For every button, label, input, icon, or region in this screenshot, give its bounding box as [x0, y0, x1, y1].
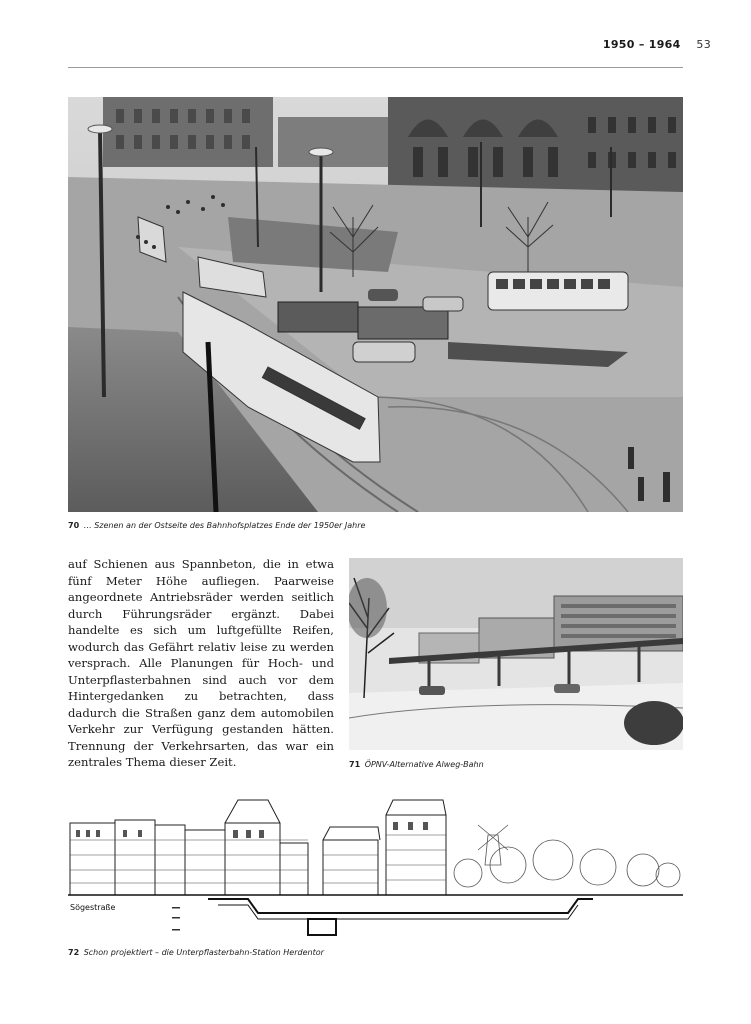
page-number: 53: [696, 38, 711, 51]
running-header: [603, 38, 711, 51]
figure-70-photo: [68, 97, 683, 512]
figure-71-caption: [349, 760, 484, 769]
figure-72-number: 72: [68, 948, 80, 957]
chapter-period: 1950 – 1964: [602, 38, 681, 51]
figure-71-text: ÖPNV-Alternative Alweg-Bahn: [364, 760, 484, 769]
figure-70-text: … Szenen an der Ostseite des Bahnhofsplatzes Ende der 1950er Jahre: [83, 521, 366, 530]
figure-70-number: 70: [68, 521, 80, 530]
figure-71-number: 71: [349, 760, 361, 769]
figure-70-caption: [68, 521, 365, 530]
figure-72-section-drawing: [68, 795, 683, 940]
figure-72-text: Schon projektiert – die Unterpflasterbahn-Station Herdentor: [83, 948, 324, 957]
body-paragraph: auf Schienen aus Spannbeton, die in etwa fünf Meter Höhe aufliegen. Paarweise angeordnete Antriebsräder werden seitlich durch Führungsräder ergänzt. Dabei handelte es sich um luftgefüllte Reifen, wodurch das Gefährt relativ leise zu werden versprach. Alle Planungen für Hoch- und Unterpflasterbahnen sind auch vor dem Hintergedanken zu betrachten, dass dadurch die Straßen ganz dem automobilen Verkehr zur Verfügung gestanden hätten. Trennung der Verkehrsarten, das war ein zentrales Thema dieser Zeit.: [68, 557, 334, 769]
street-label: Sögestraße: [70, 903, 116, 912]
figure-71-illustration: [349, 558, 683, 750]
figure-72-caption: [68, 948, 324, 957]
header-rule: [68, 67, 683, 68]
